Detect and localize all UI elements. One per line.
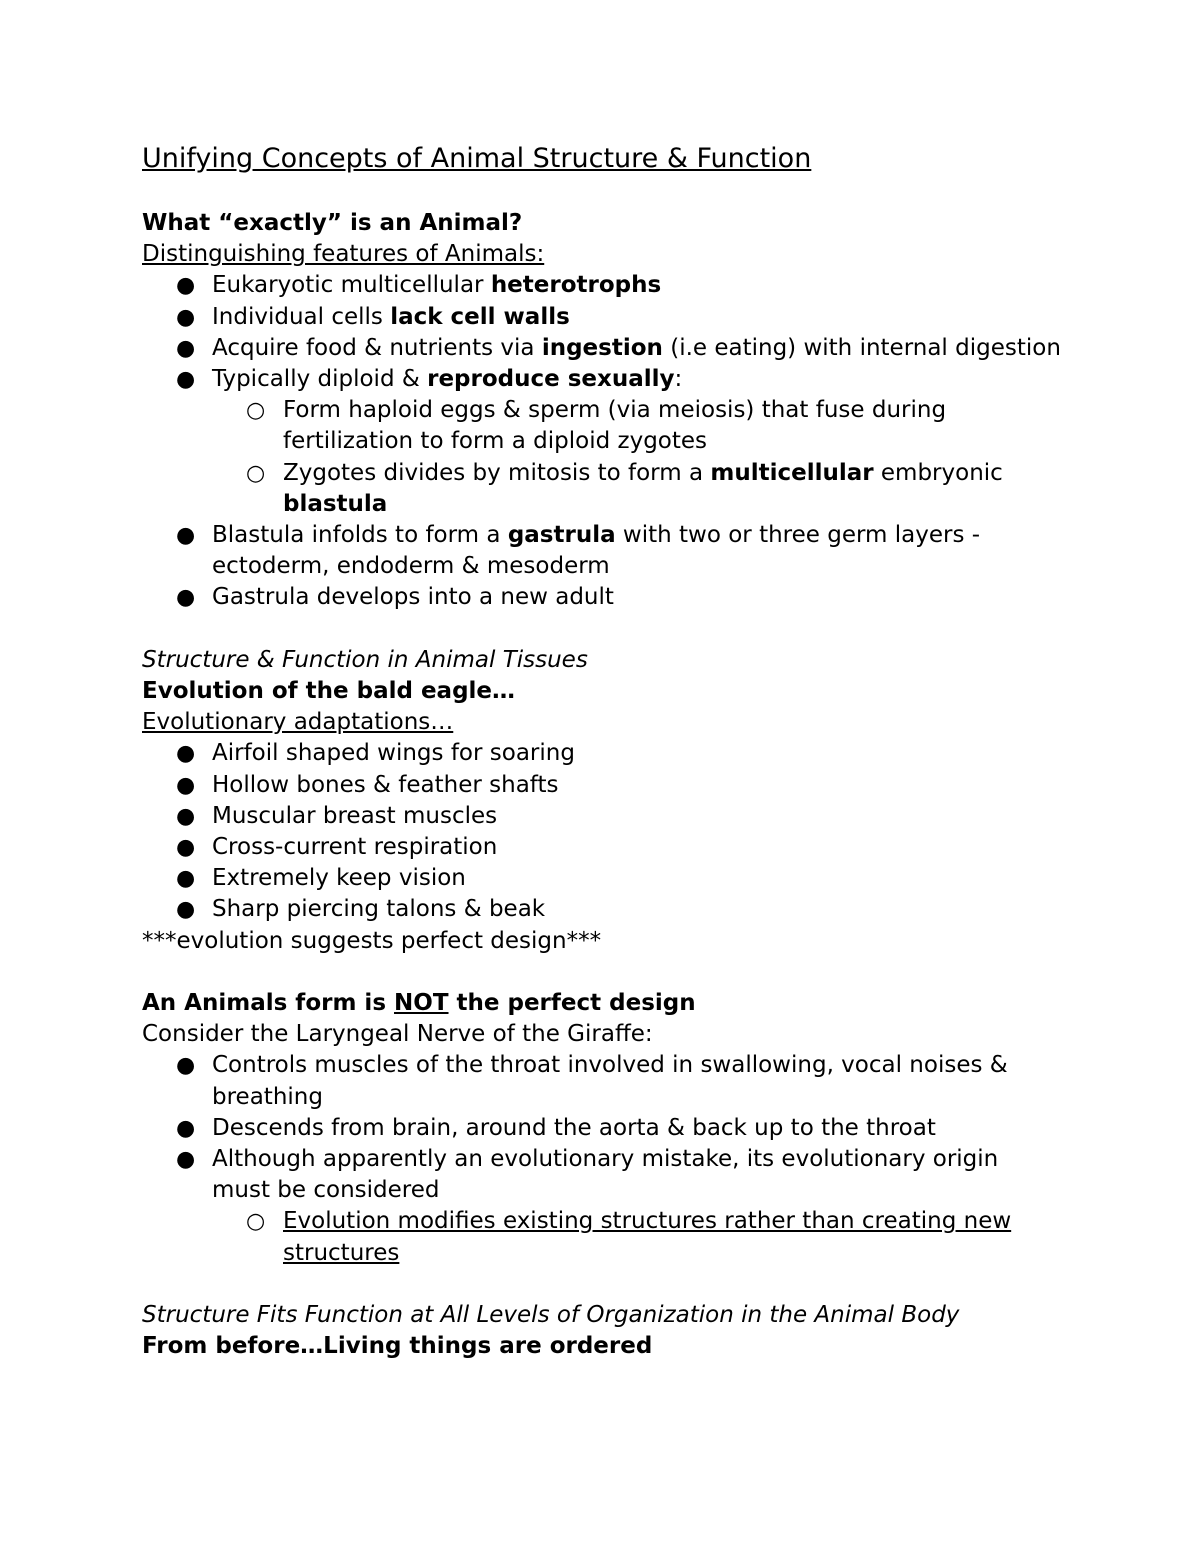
document-page xyxy=(142,140,1062,1362)
section-heading-living-things: From before…Living things are ordered xyxy=(142,1333,653,1360)
list-item: ● Blastula infolds to form a gastrula with two or three germ layers - ectoderm, endoderm & mesoderm xyxy=(142,520,1062,582)
sublist-item: ○ Form haploid eggs & sperm (via meiosis) that fuse during fertilization to form a diploid zygotes xyxy=(142,395,1062,457)
sublist-evolution xyxy=(212,1206,1062,1268)
list-laryngeal-nerve xyxy=(142,1050,1062,1268)
list-eagle-adaptations xyxy=(142,738,1062,925)
list-item: ● Typically diploid & reproduce sexually: ○ Form haploid eggs & sperm (via meiosis) that fuse during fertilization to form a diploid zygotes ○ Zygotes divides by mitosis to form a multicellular embryonic blastula xyxy=(142,364,1062,520)
list-item: ● Muscular breast muscles xyxy=(142,801,1062,832)
section-heading-what-is-animal: What “exactly” is an Animal? xyxy=(142,210,523,236)
list-item: ● Gastrula develops into a new adult xyxy=(142,582,1062,613)
section-italic-heading-structure-fits: Structure Fits Function at All Levels of Organization in the Animal Body xyxy=(142,1302,960,1329)
subheading-laryngeal-nerve: Consider the Laryngeal Nerve of the Giraffe: xyxy=(142,1021,653,1048)
section-italic-heading-tissues: Structure & Function in Animal Tissues xyxy=(142,646,588,673)
list-item: ● Individual cells lack cell walls xyxy=(142,302,1062,333)
list-item: ● Acquire food & nutrients via ingestion (i.e eating) with internal digestion xyxy=(142,333,1062,364)
list-item: ● Eukaryotic multicellular heterotrophs xyxy=(142,270,1062,301)
list-item: ● Controls muscles of the throat involved in swallowing, vocal noises & breathing xyxy=(142,1050,1062,1112)
document-title: Unifying Concepts of Animal Structure & Function xyxy=(142,143,812,174)
section-heading-not-perfect: An Animals form is NOT the perfect design xyxy=(142,990,696,1017)
list-item: ● Cross-current respiration xyxy=(142,832,1062,863)
sublist-reproduction xyxy=(212,395,1062,520)
subheading-evolutionary-adaptations: Evolutionary adaptations… xyxy=(142,709,454,736)
list-item: ● Although apparently an evolutionary mistake, its evolutionary origin must be considered ○ Evolution modifies existing structures rather than creating new structures xyxy=(142,1144,1062,1269)
list-item: ● Airfoil shaped wings for soaring xyxy=(142,738,1062,769)
section-heading-bald-eagle: Evolution of the bald eagle… xyxy=(142,678,516,705)
list-item: ● Extremely keep vision xyxy=(142,863,1062,894)
note-perfect-design: ***evolution suggests perfect design*** xyxy=(142,927,602,954)
list-item: ● Hollow bones & feather shafts xyxy=(142,770,1062,801)
sublist-item: ○ Zygotes divides by mitosis to form a multicellular embryonic blastula xyxy=(142,458,1062,520)
list-distinguishing-features xyxy=(142,270,1062,613)
subheading-distinguishing-features: Distinguishing features of Animals: xyxy=(142,241,545,268)
sublist-item: ○ Evolution modifies existing structures rather than creating new structures xyxy=(142,1206,1062,1268)
list-item: ● Descends from brain, around the aorta & back up to the throat xyxy=(142,1113,1062,1144)
list-item: ● Sharp piercing talons & beak xyxy=(142,894,1062,925)
